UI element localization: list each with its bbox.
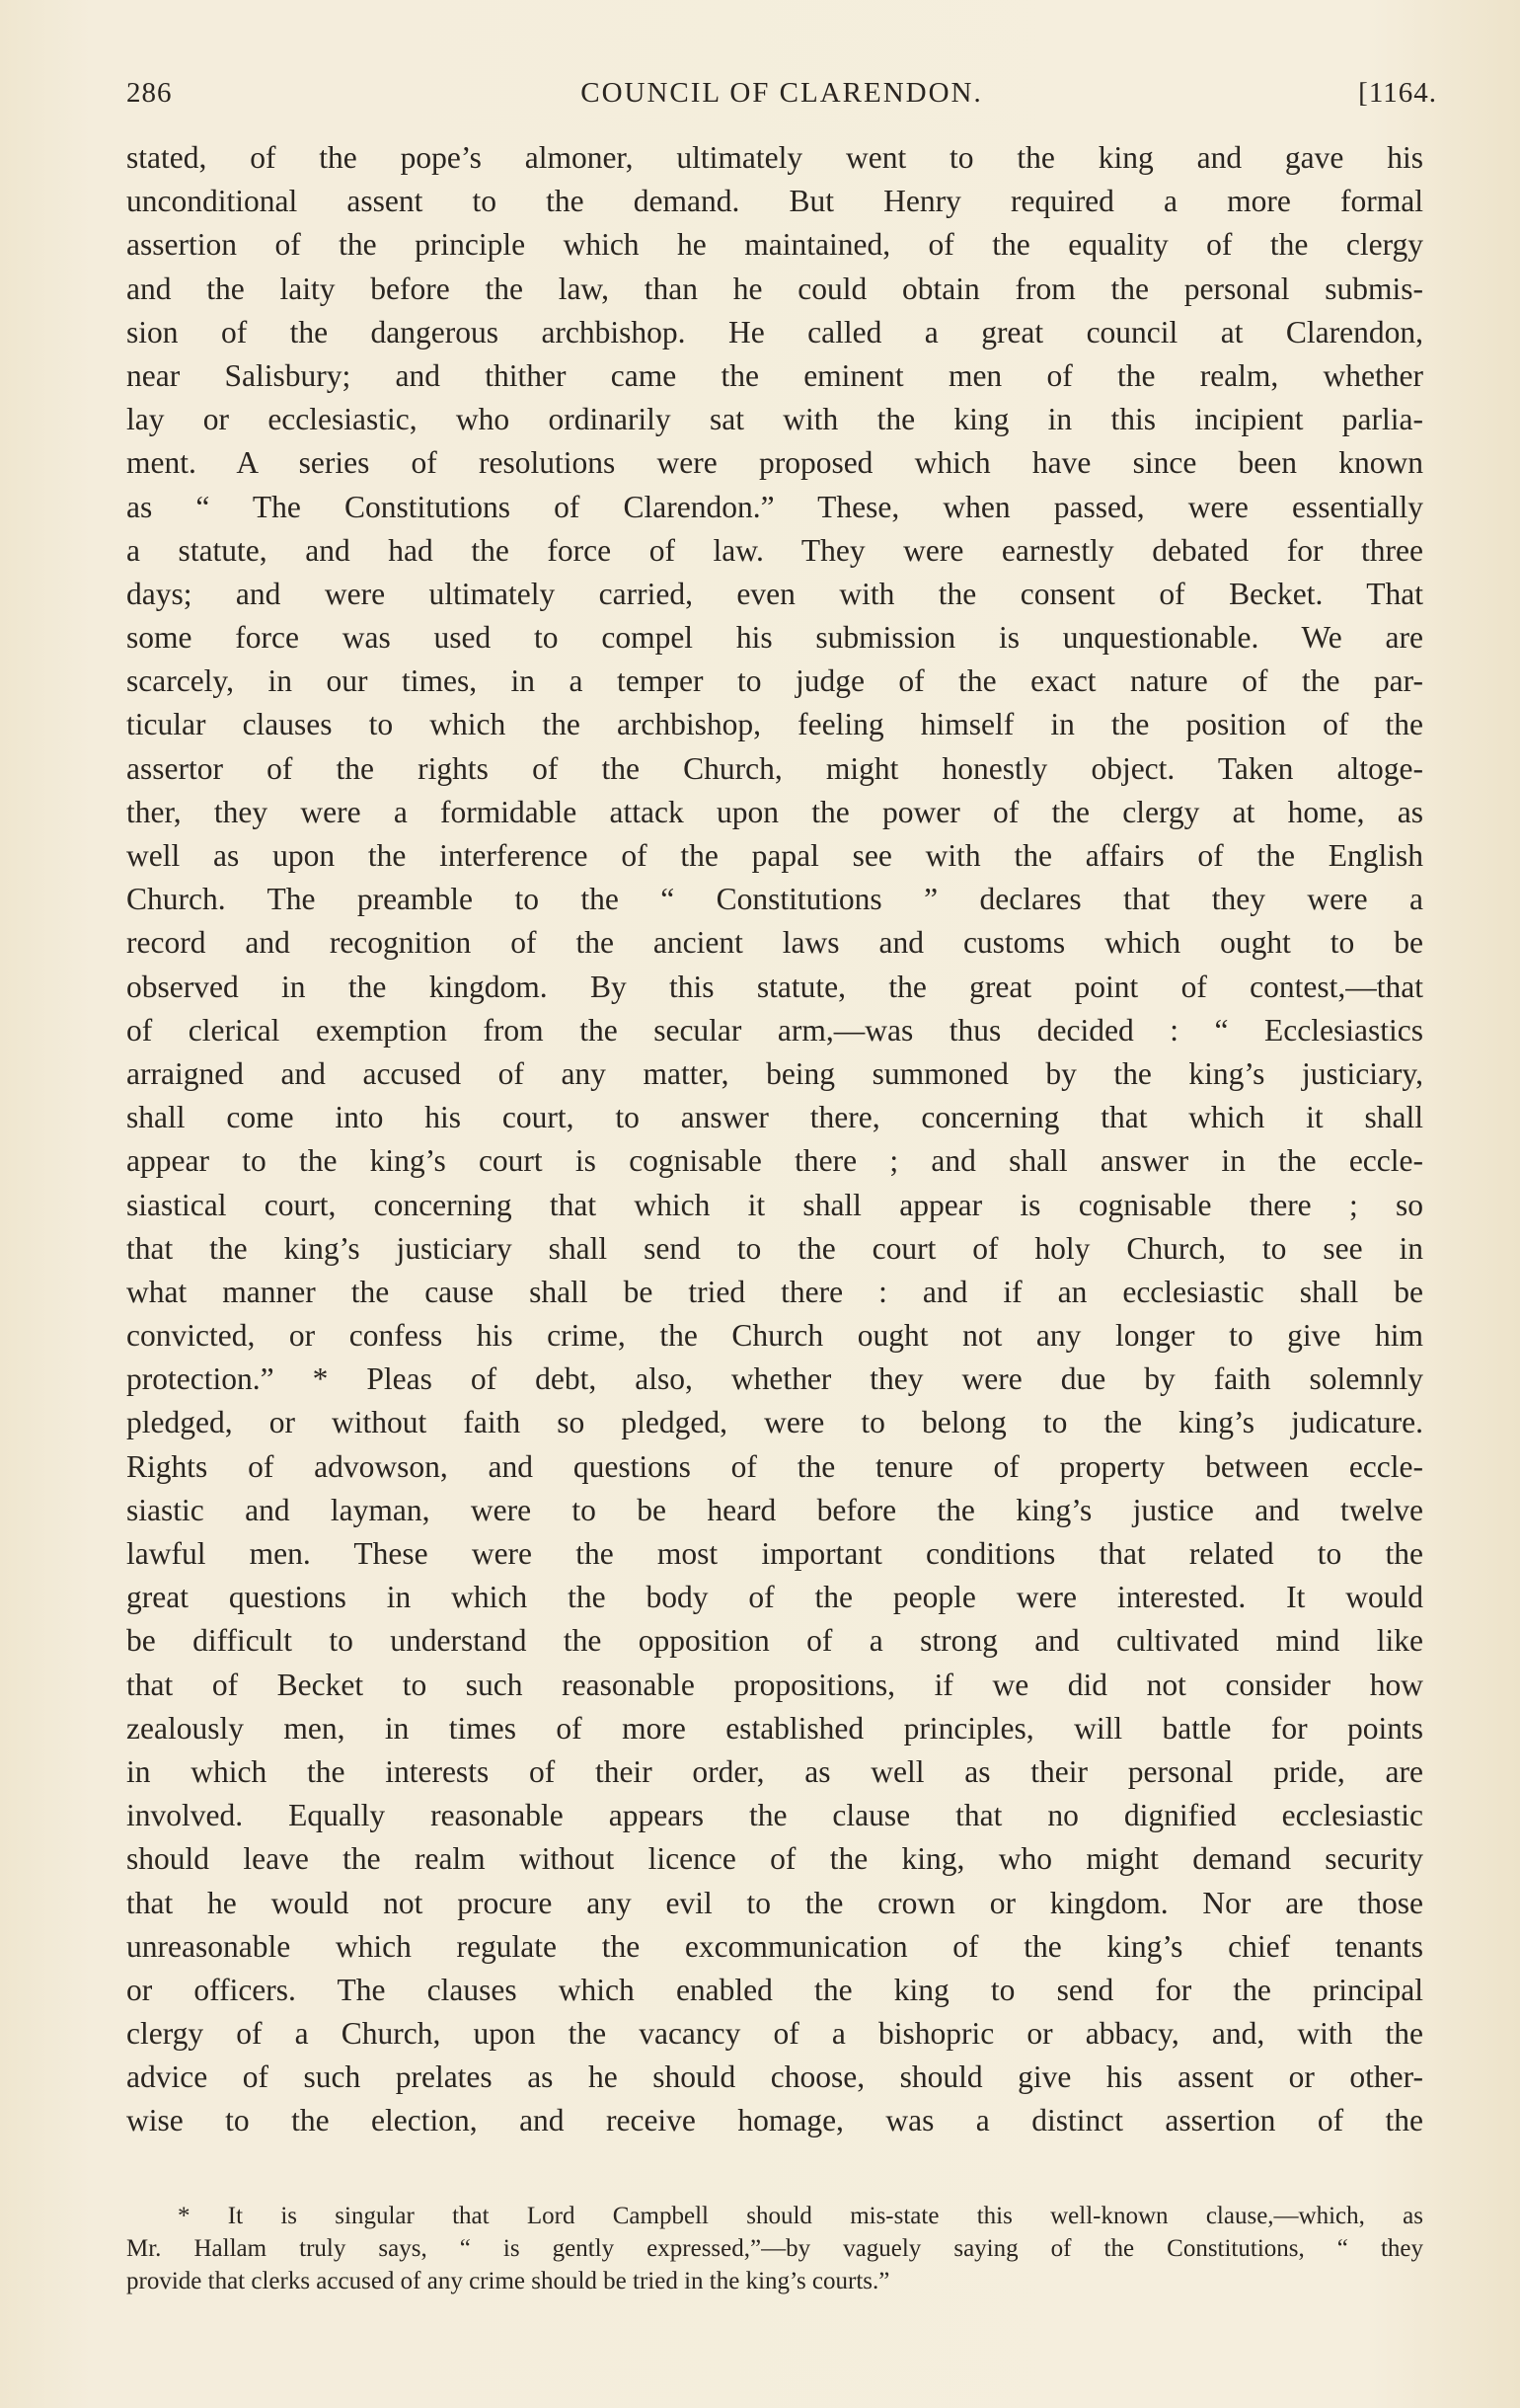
- text-line: wise to the election, and receive homage, was a distinct assertion of the: [126, 2103, 1423, 2138]
- text-line: of clerical exemption from the secular arm,—was thus decided : “ Ecclesiastics: [126, 1012, 1423, 1048]
- text-line: as “ The Constitutions of Clarendon.” These, when passed, were essentially: [126, 489, 1423, 524]
- text-line: lay or ecclesiastic, who ordinarily sat with the king in this incipient parlia-: [126, 402, 1423, 437]
- text-line: siastical court, concerning that which it shall appear is cognisable there ; so: [126, 1187, 1423, 1222]
- text-line: record and recognition of the ancient laws and customs which ought to be: [126, 925, 1423, 961]
- year-marker: [1164.: [1358, 77, 1437, 109]
- text-line: what manner the cause shall be tried there : and if an ecclesiastic shall be: [126, 1274, 1423, 1309]
- text-line: Rights of advowson, and questions of the tenure of property between eccle-: [126, 1448, 1423, 1484]
- text-line: great questions in which the body of the people were interested. It would: [126, 1580, 1423, 1615]
- text-line: protection.” * Pleas of debt, also, whether they were due by faith solemnly: [126, 1361, 1423, 1397]
- text-line: convicted, or confess his crime, the Church ought not any longer to give him: [126, 1318, 1423, 1354]
- text-line: stated, of the pope’s almoner, ultimately went to the king and gave his: [126, 140, 1423, 175]
- text-line: a statute, and had the force of law. They were earnestly debated for three: [126, 532, 1423, 568]
- text-line: siastic and layman, were to be heard before the king’s justice and twelve: [126, 1492, 1423, 1527]
- footnote-line: Mr. Hallam truly says, “ is gently expressed,”—by vaguely saying of the Constitutions, “ they: [126, 2235, 1423, 2262]
- text-line: shall come into his court, to answer there, concerning that which it shall: [126, 1100, 1423, 1135]
- text-line: assertion of the principle which he maintained, of the equality of the clergy: [126, 227, 1423, 263]
- footnote: [126, 2200, 1423, 2297]
- body-text: [126, 136, 1423, 2143]
- text-line: unreasonable which regulate the excommunication of the king’s chief tenants: [126, 1928, 1423, 1964]
- footnote-line: provide that clerks accused of any crime should be tried in the king’s courts.”: [126, 2268, 890, 2294]
- text-line: pledged, or without faith so pledged, were to belong to the king’s judicature.: [126, 1405, 1423, 1440]
- text-line: advice of such prelates as he should choose, should give his assent or other-: [126, 2059, 1423, 2095]
- text-line: assertor of the rights of the Church, might honestly object. Taken altoge-: [126, 750, 1423, 786]
- text-line: that he would not procure any evil to the crown or kingdom. Nor are those: [126, 1885, 1423, 1920]
- text-line: scarcely, in our times, in a temper to judge of the exact nature of the par-: [126, 663, 1423, 699]
- text-line: ther, they were a formidable attack upon the power of the clergy at home, as: [126, 794, 1423, 829]
- text-line: zealously men, in times of more established principles, will battle for points: [126, 1710, 1423, 1746]
- text-line: clergy of a Church, upon the vacancy of a bishopric or abbacy, and, with the: [126, 2016, 1423, 2052]
- text-line: appear to the king’s court is cognisable there ; and shall answer in the eccle-: [126, 1143, 1423, 1179]
- text-line: days; and were ultimately carried, even with the consent of Becket. That: [126, 576, 1423, 611]
- text-line: ticular clauses to which the archbishop, feeling himself in the position of the: [126, 707, 1423, 742]
- page-header: [126, 77, 1437, 117]
- text-line: and the laity before the law, than he could obtain from the personal submis-: [126, 271, 1423, 306]
- running-title: COUNCIL OF CLARENDON.: [580, 77, 983, 109]
- page-number: 286: [126, 77, 173, 109]
- text-line: observed in the kingdom. By this statute, the great point of contest,—that: [126, 969, 1423, 1004]
- text-line: unconditional assent to the demand. But Henry required a more formal: [126, 184, 1423, 219]
- text-line: near Salisbury; and thither came the eminent men of the realm, whether: [126, 357, 1423, 393]
- text-line: that of Becket to such reasonable propositions, if we did not consider how: [126, 1667, 1423, 1702]
- text-line: involved. Equally reasonable appears the clause that no dignified ecclesiastic: [126, 1798, 1423, 1833]
- text-line: sion of the dangerous archbishop. He called a great council at Clarendon,: [126, 314, 1423, 350]
- text-line: lawful men. These were the most important conditions that related to the: [126, 1536, 1423, 1571]
- footnote-line: * It is singular that Lord Campbell should mis-state this well-known clause,—which, as: [178, 2203, 1423, 2229]
- text-line: should leave the realm without licence of the king, who might demand security: [126, 1841, 1423, 1877]
- text-line: or officers. The clauses which enabled the king to send for the principal: [126, 1972, 1423, 2007]
- text-line: that the king’s justiciary shall send to the court of holy Church, to see in: [126, 1230, 1423, 1266]
- text-line: arraigned and accused of any matter, being summoned by the king’s justiciary,: [126, 1055, 1423, 1091]
- text-line: be difficult to understand the opposition of a strong and cultivated mind like: [126, 1623, 1423, 1659]
- text-line: some force was used to compel his submission is unquestionable. We are: [126, 620, 1423, 656]
- text-line: in which the interests of their order, as well as their personal pride, are: [126, 1753, 1423, 1789]
- text-line: ment. A series of resolutions were proposed which have since been known: [126, 445, 1423, 481]
- text-line: Church. The preamble to the “ Constitutions ” declares that they were a: [126, 882, 1423, 917]
- text-line: well as upon the interference of the papal see with the affairs of the English: [126, 838, 1423, 873]
